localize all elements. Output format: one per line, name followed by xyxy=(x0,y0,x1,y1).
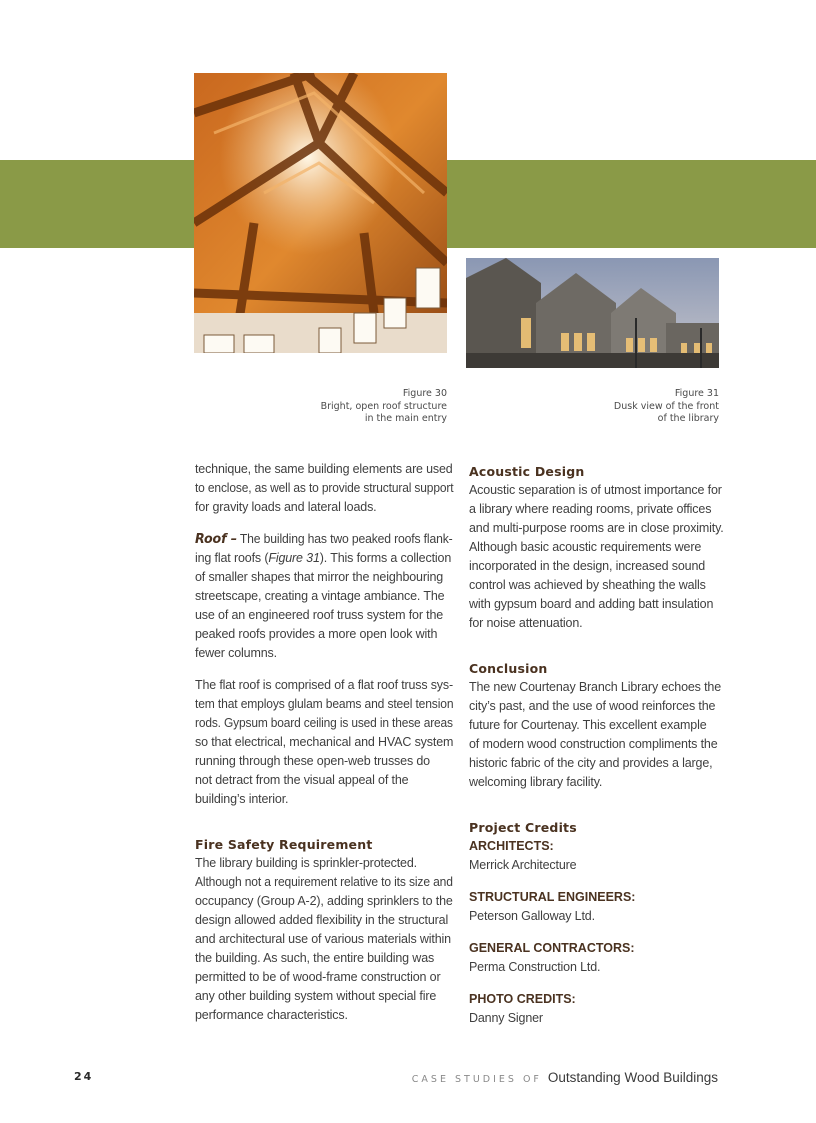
credit-label: GENERAL CONTRACTORS: xyxy=(469,941,635,955)
credit-value: Peterson Galloway Ltd. xyxy=(469,909,595,923)
intro-paragraph xyxy=(195,460,453,517)
figure-reference: Figure 31 xyxy=(268,551,320,565)
text-line: Although not a requirement relative to its size and xyxy=(195,875,453,889)
text-line xyxy=(195,549,453,568)
figure-31-photo xyxy=(466,258,719,368)
credit-value: Merrick Architecture xyxy=(469,858,577,872)
text-line: city’s past, and the use of wood reinforces the xyxy=(469,699,716,713)
text-line: incorporated in the design, increased sound xyxy=(469,559,706,573)
library-dusk-photo xyxy=(466,258,719,368)
roof-run-in-heading: Roof – xyxy=(195,532,237,547)
acoustic-paragraph xyxy=(469,481,727,633)
text-line: The new Courtenay Branch Library echoes the xyxy=(469,680,722,694)
timber-roof-truss-photo xyxy=(194,73,447,353)
credit-entry xyxy=(469,990,727,1028)
text-fragment: The building has two peaked roofs flank- xyxy=(236,532,453,546)
text-line: occupancy (Group A-2), adding sprinklers to the xyxy=(195,894,453,908)
text-line: design allowed added flexibility in the structural xyxy=(195,913,449,927)
project-credits-heading: Project Credits xyxy=(469,820,577,835)
series-prefix: CASE STUDIES OF xyxy=(411,1074,542,1085)
figure-30-caption xyxy=(321,388,447,426)
text-line: performance characteristics. xyxy=(195,1008,348,1022)
figure-30-photo xyxy=(194,73,447,353)
page-number: 24 xyxy=(74,1070,94,1083)
conclusion-paragraph xyxy=(469,678,727,792)
text-line: the building. As such, the entire building was xyxy=(195,951,435,965)
text-line: Acoustic separation is of utmost importance for xyxy=(469,483,722,497)
text-line: future for Courtenay. This excellent example xyxy=(469,718,707,732)
text-line: The library building is sprinkler-protected. xyxy=(195,856,417,870)
running-footer xyxy=(412,1069,718,1087)
credit-value: Perma Construction Ltd. xyxy=(469,960,601,974)
caption-line: Dusk view of the front xyxy=(613,400,719,412)
credit-entry xyxy=(469,939,727,977)
text-line: so that electrical, mechanical and HVAC system xyxy=(195,735,454,749)
left-column xyxy=(195,460,453,1025)
text-line: historic fabric of the city and provides a large, xyxy=(469,756,713,770)
text-line: technique, the same building elements are used xyxy=(195,462,453,476)
text-line: streetscape, creating a vintage ambiance. The xyxy=(195,589,445,603)
text-line: with gypsum board and adding batt insulation xyxy=(469,597,714,611)
text-line: tem that employs glulam beams and steel tension xyxy=(195,697,454,711)
caption-line: in the main entry xyxy=(364,413,447,424)
text-line: and architectural use of various materials within xyxy=(195,932,451,946)
flat-roof-paragraph xyxy=(195,676,453,809)
conclusion-heading: Conclusion xyxy=(469,661,548,676)
text-line xyxy=(195,530,453,549)
credit-label: ARCHITECTS: xyxy=(469,839,554,853)
text-fragment: ing flat roofs ( xyxy=(195,551,269,565)
text-line: permitted to be of wood-frame construction or xyxy=(195,970,441,984)
credit-label: STRUCTURAL ENGINEERS: xyxy=(469,890,636,904)
text-line: not detract from the visual appeal of the xyxy=(195,773,409,787)
text-line: fewer columns. xyxy=(195,646,277,660)
text-line: rods. Gypsum board ceiling is used in these areas xyxy=(195,716,453,730)
text-line: a library where reading rooms, private offices xyxy=(469,502,712,516)
roof-paragraph xyxy=(195,530,453,663)
credit-entry xyxy=(469,888,727,926)
text-line: building’s interior. xyxy=(195,792,289,806)
caption-line: Bright, open roof structure xyxy=(320,400,447,412)
credit-label: PHOTO CREDITS: xyxy=(469,992,576,1006)
text-line: welcoming library facility. xyxy=(469,775,603,789)
right-column xyxy=(469,462,727,1028)
text-line: any other building system without special fire xyxy=(195,989,437,1003)
text-line: and multi-purpose rooms are in close proximity. xyxy=(469,521,724,535)
acoustic-design-heading: Acoustic Design xyxy=(469,464,585,479)
text-fragment: ). This forms a collection xyxy=(319,551,452,565)
text-line: of smaller shapes that mirror the neighbouring xyxy=(195,570,444,584)
text-line: The flat roof is comprised of a flat roof truss sys- xyxy=(195,678,453,692)
text-line: for gravity loads and lateral loads. xyxy=(195,500,377,514)
text-line: to enclose, as well as to provide structural support xyxy=(195,481,454,495)
credit-value: Danny Signer xyxy=(469,1011,543,1025)
fire-safety-paragraph xyxy=(195,854,453,1025)
text-line: Although basic acoustic requirements were xyxy=(469,540,702,554)
text-line: for noise attenuation. xyxy=(469,616,583,630)
credit-entry xyxy=(469,837,727,875)
text-line: of modern wood construction compliments the xyxy=(469,737,718,751)
fire-safety-heading: Fire Safety Requirement xyxy=(195,837,373,852)
figure-number: Figure 31 xyxy=(674,388,719,399)
caption-line: of the library xyxy=(657,413,719,424)
figure-number: Figure 30 xyxy=(402,388,447,399)
text-line: running through these open-web trusses do xyxy=(195,754,430,768)
text-line: control was achieved by sheathing the walls xyxy=(469,578,706,592)
figure-31-caption xyxy=(614,388,719,426)
series-title: Outstanding Wood Buildings xyxy=(547,1070,718,1085)
text-line: use of an engineered roof truss system for the xyxy=(195,608,444,622)
text-line: peaked roofs provides a more open look with xyxy=(195,627,438,641)
